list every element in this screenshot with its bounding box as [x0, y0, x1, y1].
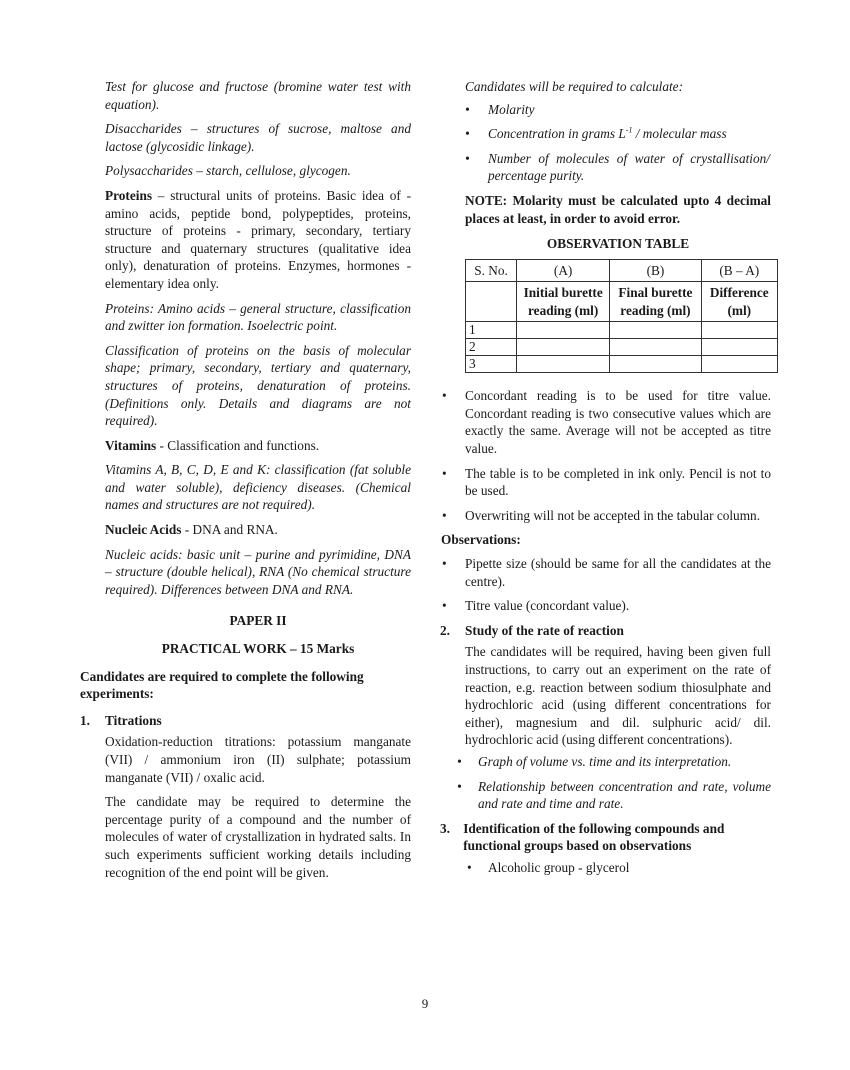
alcoholic-item: • Alcoholic group - glycerol [466, 859, 771, 877]
protein-classification-text: Classification of proteins on the basis of molecular shape; primary, secondary, tertiary and quaternary, structures of proteins, denaturation of proteins. (Definitions only. Details and diagrams are not required). [105, 342, 411, 429]
oxidation-text: Oxidation-reduction titrations: potassium manganate (VII) / ammonium iron (II) sulphate; potassium manganate (VII) / oxalic acid. [105, 734, 411, 785]
identification-title: Identification of the following compounds and functional groups based on observations [463, 820, 725, 854]
observation-table [465, 259, 778, 374]
identification-list [466, 859, 771, 877]
cell-empty [701, 339, 777, 356]
calc-item-concentration [464, 125, 770, 143]
glucose-test-text: Test for glucose and fructose (bromine water test with equation). [105, 79, 411, 112]
calc-intro: Candidates will be required to calculate: [465, 79, 684, 94]
subheader-empty [466, 282, 517, 322]
cell-empty [517, 339, 610, 356]
rate-heading [440, 622, 746, 640]
vitamins-detail-text: Vitamins A, B, C, D, E and K: classification (fat soluble and water soluble), deficiency diseases. (Chemical names and structures are not required). [105, 462, 411, 513]
calc-item-water: • Number of molecules of water of crystallisation/ percentage purity. [464, 150, 770, 185]
identification-number: 3. [440, 820, 450, 836]
cell-empty [701, 356, 777, 373]
polysaccharides-text: Polysaccharides – starch, cellulose, glycogen. [105, 163, 351, 179]
observation-table-title: OBSERVATION TABLE [546, 236, 690, 252]
ink-item: • The table is to be completed in ink only. Pencil is not to be used. [441, 465, 771, 500]
row-number: 1 [466, 322, 517, 339]
calc-concentration-text: Concentration in grams L [488, 126, 626, 142]
graph-item: • Graph of volume vs. time and its interpretation. [456, 753, 771, 771]
row-number: 3 [466, 356, 517, 373]
header-b: (B) [610, 259, 701, 282]
proteins-paragraph [105, 187, 411, 293]
proteins-text: – structural units of proteins. Basic idea of - amino acids, peptide bond, polypeptides, proteins, structure of proteins - primary, secondary, tertiary structure and quaternary structures (qualitative idea only), denaturation of proteins. Enzymes, hormones - elementary idea only. [105, 187, 411, 291]
vitamins-paragraph [105, 437, 411, 455]
subheader-difference: Difference (ml) [701, 282, 777, 322]
overwriting-item: • Overwriting will not be accepted in the tabular column. [441, 507, 771, 525]
subheader-final: Final burette reading (ml) [610, 282, 701, 322]
nucleic-text: - DNA and RNA. [181, 522, 278, 538]
cell-empty [517, 356, 610, 373]
concordant-item: • Concordant reading is to be used for titre value. Concordant reading is two consecutive values which are exactly the same. Average will not be accepted as titre value. [441, 387, 771, 457]
titrations-heading [80, 712, 386, 730]
header-b-minus-a: (B – A) [701, 259, 777, 282]
cell-empty [610, 356, 701, 373]
candidates-heading: Candidates are required to complete the following experiments: [80, 668, 364, 702]
page-number: 9 [421, 996, 429, 1011]
calc-item-molarity: • Molarity [464, 101, 770, 119]
nucleic-paragraph [105, 521, 411, 539]
relationship-item: • Relationship between concentration and rate, volume and rate and time and rate. [456, 778, 771, 813]
rate-text: The candidates will be required, having been given full instructions, to carry out an experiment on the rate of reaction, e.g. reaction between sodium thiosulphate and hydrochloric acid (using different concentrations for either), magnesium and dil. sulphuric acid/ dil. hydrochloric acid (using different concentrations). [465, 644, 771, 748]
practical-heading: PRACTICAL WORK – 15 Marks [161, 641, 355, 657]
disaccharides-text: Disaccharides – structures of sucrose, maltose and lactose (glycosidic linkage). [105, 121, 411, 154]
identification-heading [440, 820, 746, 855]
calc-list [464, 101, 770, 185]
titrations-number: 1. [80, 712, 90, 728]
titre-item: • Titre value (concordant value). [441, 597, 771, 615]
cell-empty [610, 322, 701, 339]
header-a: (A) [517, 259, 610, 282]
header-sno: S. No. [466, 259, 517, 282]
observations-list [441, 555, 771, 615]
subheader-initial: Initial burette reading (ml) [517, 282, 610, 322]
calc-sup: -1 [625, 125, 633, 135]
concordant-list [441, 387, 771, 524]
note-text: NOTE: Molarity must be calculated upto 4 decimal places at least, in order to avoid error. [465, 192, 771, 226]
row-number: 2 [466, 339, 517, 356]
rate-list [456, 753, 771, 813]
rate-number: 2. [440, 622, 450, 638]
paper-heading: PAPER II [229, 613, 287, 629]
right-column [440, 78, 771, 884]
observations-heading: Observations: [441, 532, 521, 548]
cell-empty [610, 339, 701, 356]
nucleic-label: Nucleic Acids [105, 522, 182, 538]
candidate-determine-text: The candidate may be required to determine the percentage purity of a compound and the number of molecules of water of crystallization in hydrated salts. In such experiments sufficient working details including recognition of the end point will be given. [105, 794, 411, 880]
vitamins-label: Vitamins [105, 437, 157, 453]
proteins-label: Proteins [105, 187, 153, 203]
calc-molecular-mass: / molecular mass [635, 126, 727, 142]
pipette-item: • Pipette size (should be same for all the candidates at the centre). [441, 555, 771, 590]
rate-title: Study of the rate of reaction [465, 622, 624, 638]
cell-empty [701, 322, 777, 339]
vitamins-text: - Classification and functions. [156, 437, 320, 453]
cell-empty [517, 322, 610, 339]
titrations-title: Titrations [105, 712, 162, 728]
nucleic-detail-text: Nucleic acids: basic unit – purine and pyrimidine, DNA – structure (double helical), RNA (No chemical structure required). Differences between DNA and RNA. [105, 546, 411, 597]
left-column [80, 78, 411, 888]
amino-acids-text: Proteins: Amino acids – general structure, classification and zwitter ion formation. Isoelectric point. [105, 300, 411, 334]
